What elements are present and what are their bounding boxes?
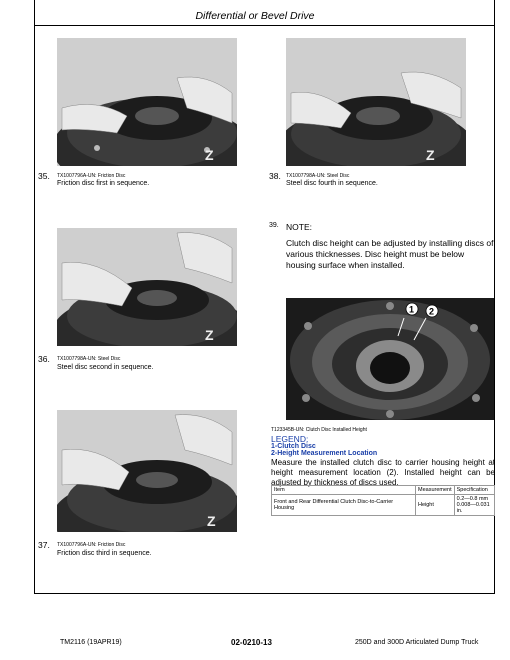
svg-text:Z: Z <box>426 147 435 163</box>
table-cell-item: Front and Rear Differential Clutch Disc-to-Carrier Housing <box>272 495 416 516</box>
table-header-row <box>272 486 495 495</box>
step-description: Steel disc second in sequence. <box>57 364 154 371</box>
step-number: 36. <box>38 354 50 364</box>
step-description: Friction disc first in sequence. <box>57 180 150 187</box>
legend-title: LEGEND: <box>271 434 309 444</box>
photo-clutch-disc-height <box>286 298 494 420</box>
legend-description: Measure the installed clutch disc to carrier housing height at height measurement location (2). Installed height can be adjusted by thickness of discs used. <box>271 458 495 487</box>
photo-friction-disc-first <box>57 38 237 166</box>
svg-text:Z: Z <box>205 327 214 343</box>
legend-image-id: T123345B-UN: Clutch Disc Installed Height <box>271 427 367 433</box>
footer-product-name: 250D and 300D Articulated Dump Truck <box>355 639 479 646</box>
table-row <box>272 495 495 516</box>
step-description: Friction disc third in sequence. <box>57 550 152 557</box>
table-cell-specification: 0.2—0.8 mm 0.008—0.031 in. <box>454 495 494 516</box>
image-caption-id: TX1007796A-UN: Friction Disc <box>57 542 126 548</box>
legend-item: 1-Clutch Disc <box>271 443 316 450</box>
svg-text:Z: Z <box>207 513 216 529</box>
table-header-cell: Item <box>272 486 416 495</box>
table-header-cell: Specification <box>454 486 494 495</box>
step-number: 38. <box>269 171 281 181</box>
footer-manual-id: TM2116 (19APR19) <box>60 639 122 646</box>
step-number: 37. <box>38 540 50 550</box>
table-cell-measurement: Height <box>416 495 455 516</box>
footer-page-number: 02-0210-13 <box>231 638 272 647</box>
step-description: Steel disc fourth in sequence. <box>286 180 378 187</box>
image-caption-id: TX1007798A-UN: Steel Disc <box>286 173 350 179</box>
spec-table <box>271 485 495 516</box>
photo-steel-disc-second <box>57 228 237 346</box>
page-header-title: Differential or Bevel Drive <box>195 10 315 22</box>
image-caption-id: TX1007798A-UN: Steel Disc <box>57 356 121 362</box>
note-heading: NOTE: <box>286 222 312 232</box>
step-number: 39. <box>269 222 279 229</box>
legend-item: 2-Height Measurement Location <box>271 450 378 457</box>
callout-2-number: 2 <box>429 306 435 317</box>
table-header-cell: Measurement <box>416 486 455 495</box>
housing-mark-text: Z <box>205 147 214 163</box>
photo-steel-disc-fourth <box>286 38 466 166</box>
step-number: 35. <box>38 171 50 181</box>
photo-friction-disc-third <box>57 410 237 532</box>
callout-1-number: 1 <box>409 304 415 315</box>
image-caption-id: TX1007796A-UN: Friction Disc <box>57 173 126 179</box>
note-body: Clutch disc height can be adjusted by installing discs of various thicknesses. Disc height must be below housing surface when installed. <box>286 238 494 270</box>
